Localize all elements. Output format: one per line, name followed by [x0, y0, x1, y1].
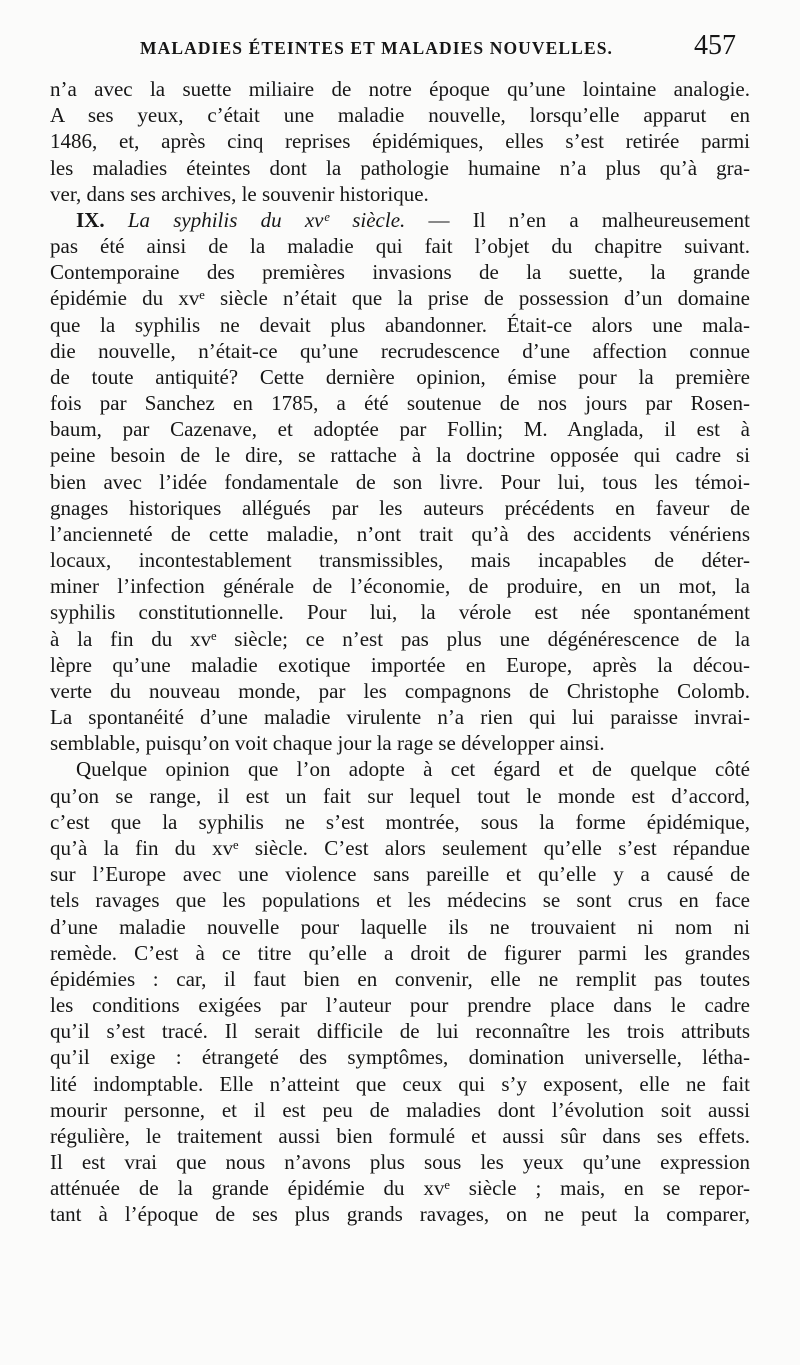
text-line: Quelque opinion que l’on adopte à cet égard et de quelque côté	[76, 757, 750, 782]
text-line: baum, par Cazenave, et adoptée par Follin; M. Anglada, il est à	[50, 417, 750, 442]
text-line: régulière, le traitement aussi bien formulé et aussi sûr dans ses effets.	[50, 1123, 750, 1148]
text-line: semblable, puisqu’on voit chaque jour la rage se développer ainsi.	[50, 731, 605, 756]
text-line: tels ravages que les populations et les médecins se sont crus en face	[50, 888, 750, 913]
text-line: locaux, incontestablement transmissibles, mais incapables de déter-	[50, 548, 750, 573]
text-line: 1486, et, après cinq reprises épidémiques, elles s’est retirée parmi	[50, 129, 750, 154]
body-text	[50, 76, 750, 1228]
text-line: c’est que la syphilis ne s’est montrée, sous la forme épidémique,	[50, 809, 750, 834]
section-heading-line	[50, 207, 750, 233]
text-line: remède. C’est à ce titre qu’elle a droit de figurer parmi les grandes	[50, 940, 750, 965]
text-line: verte du nouveau monde, par les compagnons de Christophe Colomb.	[50, 678, 750, 703]
text-line: qu’à la fin du xvᵉ siècle. C’est alors seulement qu’elle s’est répandue	[50, 835, 750, 860]
text-line: bien avec l’idée fondamentale de son livre. Pour lui, tous les témoi-	[50, 469, 750, 494]
text-line: Il est vrai que nous n’avons plus sous les yeux qu’une expression	[50, 1150, 750, 1175]
text-line: de toute antiquité? Cette dernière opinion, émise pour la première	[50, 364, 750, 389]
text-line: à la fin du xvᵉ siècle; ce n’est pas plus une dégénérescence de la	[50, 626, 750, 651]
text-line: épidémies : car, il faut bien en convenir, elle ne remplit pas toutes	[50, 966, 750, 991]
text-line: que la syphilis ne devait plus abandonner. Était-ce alors une mala-	[50, 312, 750, 337]
text-line: les conditions exigées par l’auteur pour prendre place dans le cadre	[50, 993, 750, 1018]
page-number: 457	[694, 30, 736, 61]
text-line: l’ancienneté de cette maladie, n’ont trait qu’à des accidents vénériens	[50, 521, 750, 546]
text-line: qu’on se range, il est un fait sur lequel tout le monde est d’accord,	[50, 783, 750, 808]
text-line: qu’il exige : étrangeté des symptômes, domination universelle, létha-	[50, 1045, 750, 1070]
text-line: épidémie du xvᵉ siècle n’était que la prise de possession d’un domaine	[50, 286, 750, 311]
text-line: les maladies éteintes dont la pathologie humaine n’a plus qu’à gra-	[50, 155, 750, 180]
text-line: mourir personne, et il est peu de maladies dont l’évolution soit aussi	[50, 1097, 750, 1122]
text-line: gnages historiques allégués par les auteurs précédents en faveur de	[50, 495, 750, 520]
text-line: ver, dans ses archives, le souvenir historique.	[50, 181, 429, 206]
page-header	[140, 30, 750, 70]
section-title: La syphilis du xvᵉ siècle.	[127, 207, 406, 232]
section-heading-rest: — Il n’en a malheureusement	[428, 207, 750, 232]
text-line: die nouvelle, n’était-ce qu’une recrudescence d’une affection connue	[50, 338, 750, 363]
text-line: qu’il s’est tracé. Il serait difficile de lui reconnaître les trois attributs	[50, 1019, 750, 1044]
text-line: tant à l’époque de ses plus grands ravages, on ne peut la comparer,	[50, 1202, 750, 1227]
section-number: IX.	[76, 207, 105, 232]
text-line: peine besoin de le dire, se rattache à la doctrine opposée qui cadre si	[50, 443, 750, 468]
text-line: A ses yeux, c’était une maladie nouvelle, lorsqu’elle apparut en	[50, 103, 750, 128]
text-line: miner l’infection générale de l’économie, de produire, en un mot, la	[50, 574, 750, 599]
text-line: syphilis constitutionnelle. Pour lui, la vérole est née spontanément	[50, 600, 750, 625]
text-line: La spontanéité d’une maladie virulente n’a rien qui lui paraisse invrai-	[50, 705, 750, 730]
text-line: Contemporaine des premières invasions de la suette, la grande	[50, 260, 750, 285]
text-line: atténuée de la grande épidémie du xvᵉ siècle ; mais, en se repor-	[50, 1176, 750, 1201]
text-line: fois par Sanchez en 1785, a été soutenue de nos jours par Rosen-	[50, 391, 750, 416]
text-line: lité indomptable. Elle n’atteint que ceux qui s’y exposent, elle ne fait	[50, 1071, 750, 1096]
text-line: lèpre qu’une maladie exotique importée en Europe, après la décou-	[50, 652, 750, 677]
text-line: n’a avec la suette miliaire de notre époque qu’une lointaine analogie.	[50, 77, 750, 101]
text-line: pas été ainsi de la maladie qui fait l’objet du chapitre suivant.	[50, 234, 750, 259]
text-line: d’une maladie nouvelle pour laquelle ils ne trouvaient ni nom ni	[50, 914, 750, 939]
text-line: sur l’Europe avec une violence sans pareille et qu’elle y a causé de	[50, 862, 750, 887]
running-head: MALADIES ÉTEINTES ET MALADIES NOUVELLES.	[140, 38, 614, 58]
